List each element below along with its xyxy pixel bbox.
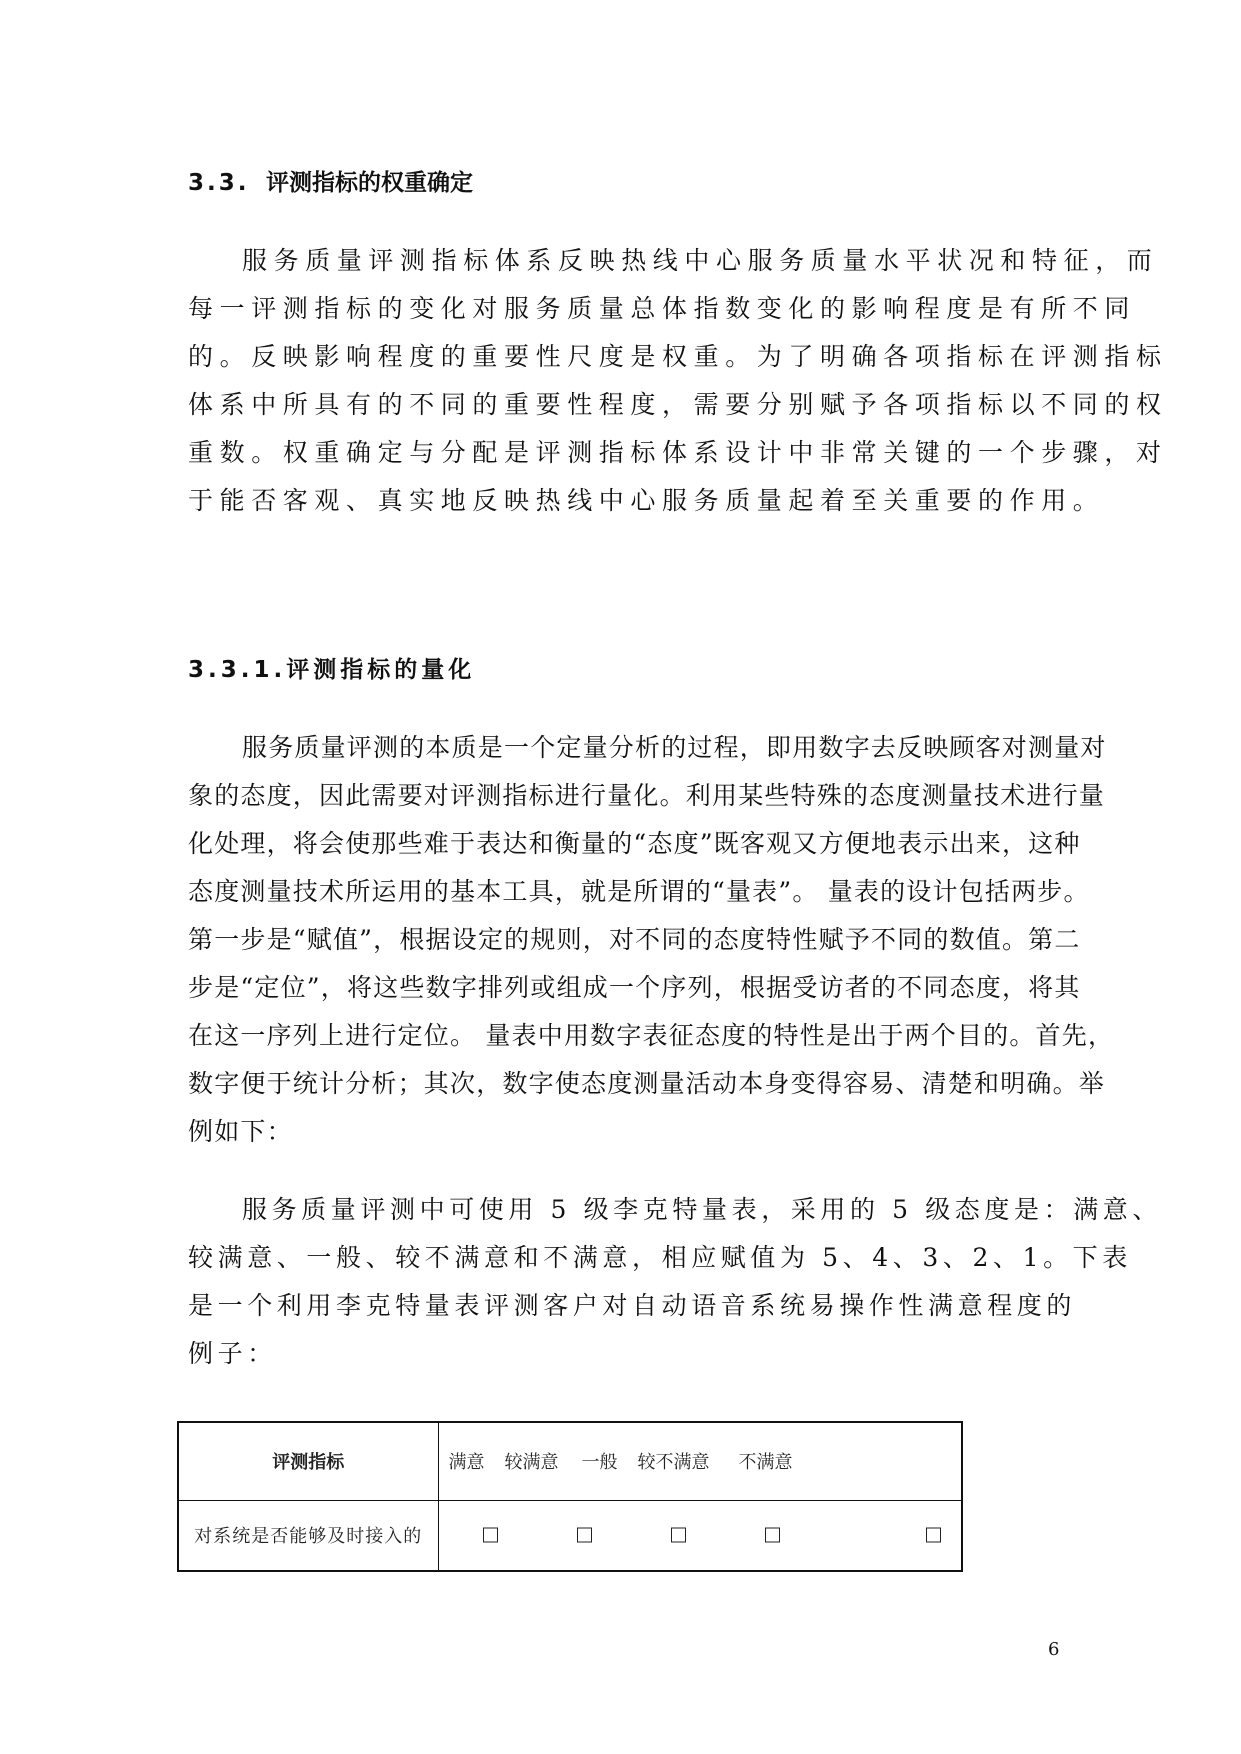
paragraph-line: 较满意、一般、较不满意和不满意，相应赋值为 5、4、3、2、1。下表 xyxy=(188,1243,1132,1272)
paragraph-line: 在这一序列上进行定位。 量表中用数字表征态度的特性是出于两个目的。首先， xyxy=(188,1021,1115,1050)
table-options-header xyxy=(438,1422,962,1500)
option-neutral: 一般 xyxy=(581,1452,618,1474)
checkbox-satisfied[interactable] xyxy=(483,1528,498,1543)
option-fairly-dissatisfied: 较不满意 xyxy=(637,1452,710,1474)
paragraph-line: 例子： xyxy=(188,1339,277,1368)
table-row-label: 对系统是否能够及时接入的 xyxy=(178,1500,438,1571)
checkbox-neutral[interactable] xyxy=(671,1528,686,1543)
paragraph-line: 步是“定位”，将这些数字排列或组成一个序列，根据受访者的不同态度，将其 xyxy=(188,973,1081,1002)
checkbox-fairly-satisfied[interactable] xyxy=(577,1528,592,1543)
checkbox-fairly-dissatisfied[interactable] xyxy=(765,1528,780,1543)
section-title: 评测指标的权重确定 xyxy=(266,170,473,196)
paragraph-line: 是一个利用李克特量表评测客户对自动语音系统易操作性满意程度的 xyxy=(188,1291,1077,1320)
paragraph-line: 于能否客观、真实地反映热线中心服务质量起着至关重要的作用。 xyxy=(188,486,1105,515)
paragraph-line: 第一步是“赋值”，根据设定的规则，对不同的态度特性赋予不同的数值。第二 xyxy=(188,925,1081,954)
section-number: 3.3. xyxy=(188,170,250,196)
paragraph-line: 例如下： xyxy=(188,1117,293,1146)
checkbox-dissatisfied[interactable] xyxy=(926,1528,941,1543)
option-satisfied: 满意 xyxy=(448,1452,485,1474)
likert-scale-table xyxy=(177,1421,963,1572)
table-header-row xyxy=(178,1422,962,1500)
paragraph-line: 服务质量评测指标体系反映热线中心服务质量水平状况和特征，而 xyxy=(242,246,1159,275)
option-fairly-satisfied: 较满意 xyxy=(504,1452,559,1474)
paragraph-line: 象的态度，因此需要对评测指标进行量化。利用某些特殊的态度测量技术进行量 xyxy=(188,781,1106,810)
paragraph-line: 服务质量评测中可使用 5 级李克特量表，采用的 5 级态度是：满意、 xyxy=(242,1195,1163,1224)
paragraph-line: 服务质量评测的本质是一个定量分析的过程，即用数字去反映顾客对测量对 xyxy=(242,733,1107,762)
section-heading-3-3-1: 3.3.1.评测指标的量化 xyxy=(188,657,476,683)
section-heading-3-3 xyxy=(188,164,473,197)
paragraph-line: 数字便于统计分析；其次，数字使态度测量活动本身变得容易、清楚和明确。举 xyxy=(188,1069,1106,1098)
paragraph-line: 态度测量技术所运用的基本工具，就是所谓的“量表”。 量表的设计包括两步。 xyxy=(188,877,1090,906)
table-checkbox-cell xyxy=(438,1500,962,1571)
paragraph-line: 每一评测指标的变化对服务质量总体指数变化的影响程度是有所不同 xyxy=(188,294,1137,323)
paragraph-line: 化处理，将会使那些难于表达和衡量的“态度”既客观又方便地表示出来，这种 xyxy=(188,829,1081,858)
page-number: 6 xyxy=(1048,1639,1060,1660)
table-header-label: 评测指标 xyxy=(178,1422,438,1500)
paragraph-line: 体系中所具有的不同的重要性程度，需要分别赋予各项指标以不同的权 xyxy=(188,390,1168,419)
table-row xyxy=(178,1500,962,1571)
paragraph-line: 重数。权重确定与分配是评测指标体系设计中非常关键的一个步骤，对 xyxy=(188,438,1168,467)
option-dissatisfied: 不满意 xyxy=(738,1452,793,1474)
paragraph-line: 的。反映影响程度的重要性尺度是权重。为了明确各项指标在评测指标 xyxy=(188,342,1168,371)
